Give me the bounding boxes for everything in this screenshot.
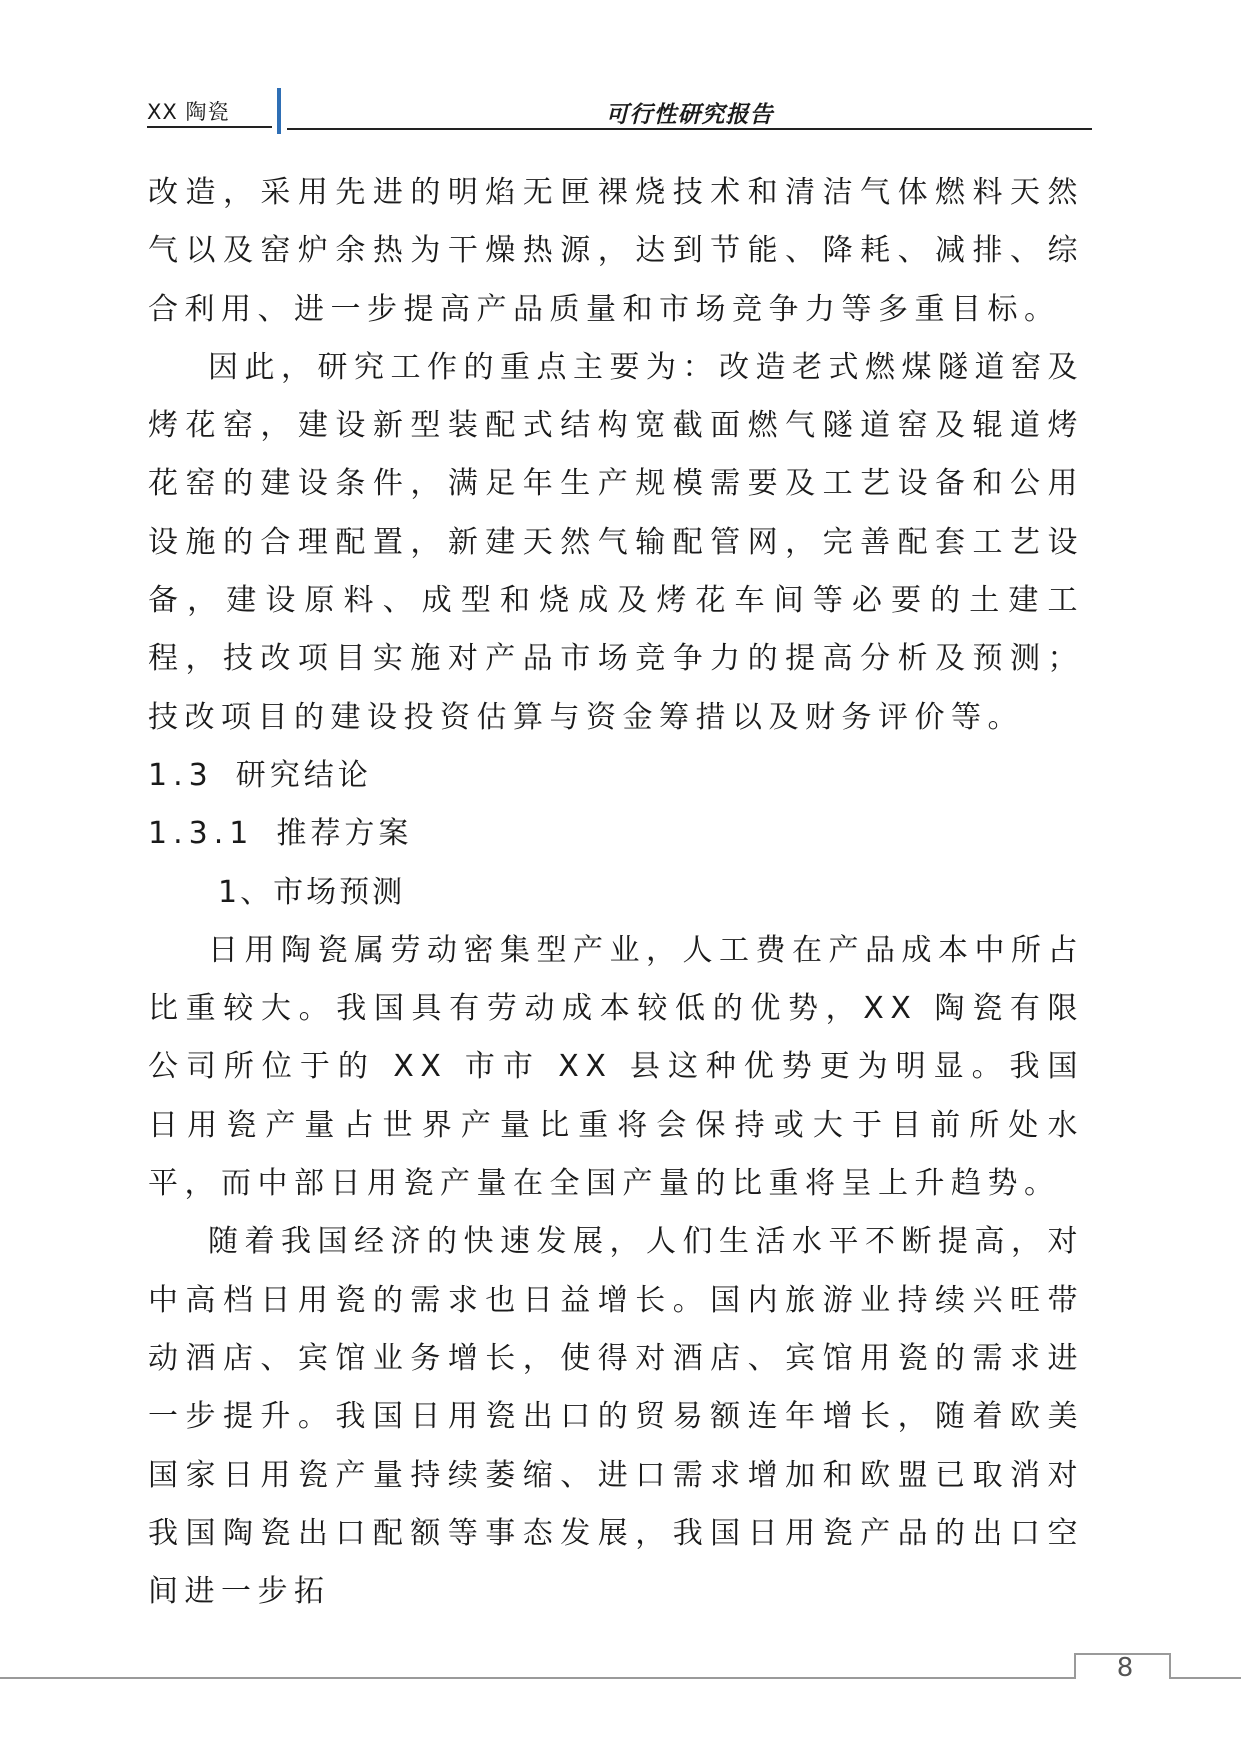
section-title: 研究结论 xyxy=(235,757,372,793)
header-company: XX 陶瓷 xyxy=(147,100,230,124)
document-body xyxy=(148,164,1084,1621)
subsection-title: 推荐方案 xyxy=(276,816,413,852)
footer-rule xyxy=(0,1640,1241,1700)
header-title: 可行性研究报告 xyxy=(605,102,774,128)
subsection-heading xyxy=(148,805,1084,863)
header-accent-bar xyxy=(277,88,281,134)
subsection-number: 1.3.1 xyxy=(148,816,255,852)
section-heading xyxy=(148,747,1084,805)
paragraph-research-focus: 因此，研究工作的重点主要为：改造老式燃煤隧道窑及烤花窑，建设新型装配式结构宽截面燃气隧道窑及辊道烤花窑的建设条件，满足年生产规模需要及工艺设备和公用设施的合理配置，新建天然气输配管网，完善配套工艺设备，建设原料、成型和烧成及烤花车间等必要的土建工程，技改项目实施对产品市场竞争力的提高分析及预测；技改项目的建设投资估算与资金筹措以及财务评价等。 xyxy=(148,349,1084,735)
item-heading: 1、市场预测 xyxy=(218,874,406,910)
section-number: 1.3 xyxy=(148,757,214,793)
page-number: 8 xyxy=(1116,1653,1134,1683)
header-left-rule xyxy=(147,126,272,128)
paragraph-market-1: 日用陶瓷属劳动密集型产业，人工费在产品成本中所占比重较大。我国具有劳动成本较低的优势，XX 陶瓷有限公司所位于的 XX 市市 XX 县这种优势更为明显。我国日用瓷产量占世界产量比重将会保持或大于目前所处水平，而中部日用瓷产量在全国产量的比重将呈上升趋势。 xyxy=(148,932,1084,1202)
header-right-rule xyxy=(287,128,1092,130)
paragraph-continued: 改造，采用先进的明焰无匣裸烧技术和清洁气体燃料天然气以及窑炉余热为干燥热源，达到节能、降耗、减排、综合利用、进一步提高产品质量和市场竞争力等多重目标。 xyxy=(148,175,1084,327)
paragraph-market-2: 随着我国经济的快速发展，人们生活水平不断提高，对中高档日用瓷的需求也日益增长。国内旅游业持续兴旺带动酒店、宾馆业务增长，使得对酒店、宾馆用瓷的需求进一步提升。我国日用瓷出口的贸易额连年增长，随着欧美国家日用瓷产量持续萎缩、进口需求增加和欧盟已取消对我国陶瓷出口配额等事态发展，我国日用瓷产品的出口空间进一步拓 xyxy=(148,1224,1084,1610)
